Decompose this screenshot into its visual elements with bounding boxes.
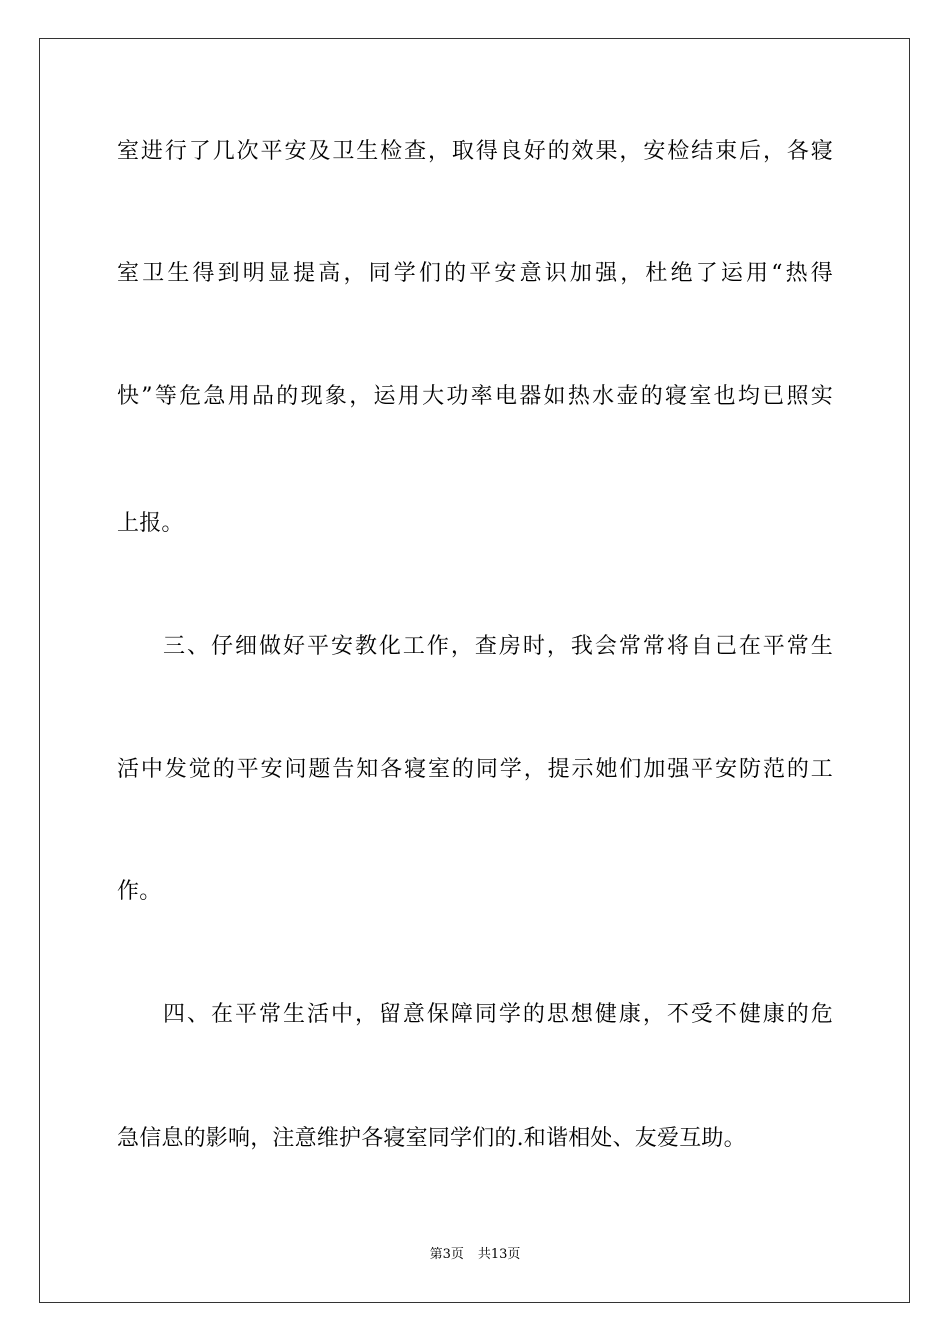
paragraph-4-line-1: 四、在平常生活中，留意保障同学的思想健康，不受不健康的危 [163,1002,833,1027]
page-footer [0,1246,950,1264]
paragraph-2-line-3: 快”等危急用品的现象，运用大功率电器如热水壶的寝室也均已照实 [117,384,833,409]
paragraph-2-line-4: 上报。 [117,511,184,536]
paragraph-4-line-2: 急信息的影响，注意维护各寝室同学们的.和谐相处、友爱互助。 [117,1126,746,1151]
paragraph-3-line-2: 活中发觉的平安问题告知各寝室的同学，提示她们加强平安防范的工 [117,757,833,782]
page-total: 共13页 [477,1247,521,1262]
paragraph-3-line-3: 作。 [117,879,162,904]
paragraph-2-line-1: 室进行了几次平安及卫生检查，取得良好的效果，安检结束后，各寝 [117,139,833,164]
paragraph-3-line-1: 三、仔细做好平安教化工作，查房时，我会常常将自己在平常生 [163,634,833,659]
page-border [39,38,910,1303]
paragraph-2-line-2: 室卫生得到明显提高，同学们的平安意识加强，杜绝了运用“热得 [117,261,833,286]
page-number: 第3页 [429,1247,464,1262]
